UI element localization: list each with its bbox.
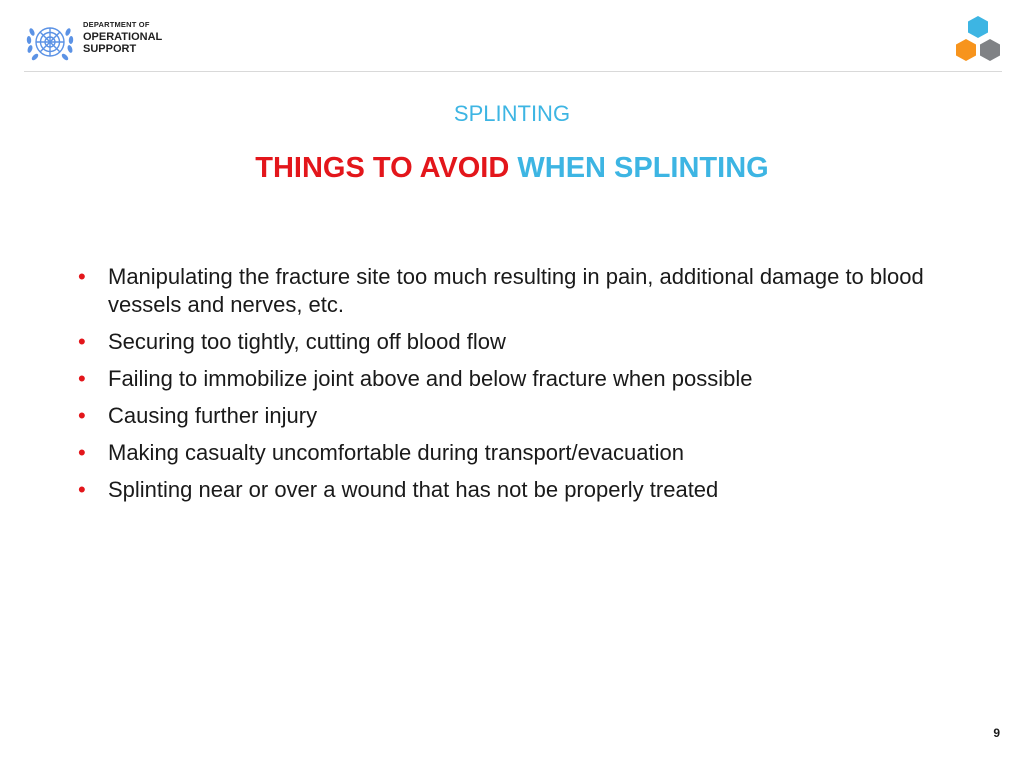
department-line-2: OPERATIONAL <box>83 30 163 43</box>
bullet-text: Making casualty uncomfortable during transport/evacuation <box>108 440 684 465</box>
department-line-1: DEPARTMENT OF <box>83 20 150 29</box>
hexagon-orange <box>956 39 976 61</box>
bullet-text: Manipulating the fracture site too much resulting in pain, additional damage to blood vessels and nerves, etc. <box>108 264 924 317</box>
bullet-list <box>78 263 958 513</box>
page-number: 9 <box>993 726 1000 740</box>
bullet-text: Securing too tightly, cutting off blood flow <box>108 329 506 354</box>
slide-title-part-1: THINGS TO AVOID <box>255 152 510 184</box>
list-item <box>78 439 958 467</box>
list-item <box>78 365 958 393</box>
bullet-icon: • <box>78 264 86 289</box>
un-emblem-icon <box>24 18 76 66</box>
bullet-icon: • <box>78 366 86 391</box>
slide-title-part-2: WHEN SPLINTING <box>517 152 769 184</box>
bullet-text: Splinting near or over a wound that has not be properly treated <box>108 477 719 502</box>
slide-header <box>0 0 1024 72</box>
list-item <box>78 476 958 504</box>
list-item <box>78 328 958 356</box>
bullet-icon: • <box>78 440 86 465</box>
slide-title <box>0 152 1024 185</box>
hexagon-gray <box>980 39 1000 61</box>
list-item <box>78 263 958 319</box>
bullet-text: Causing further injury <box>108 403 318 428</box>
department-name <box>83 21 162 55</box>
department-line-3: SUPPORT <box>83 42 137 55</box>
bullet-icon: • <box>78 403 86 428</box>
list-item <box>78 402 958 430</box>
bullet-icon: • <box>78 329 86 354</box>
hexagon-cluster-icon <box>952 15 1004 65</box>
hexagon-blue <box>968 16 988 38</box>
header-divider <box>24 71 1002 72</box>
bullet-text: Failing to immobilize joint above and below fracture when possible <box>108 366 753 391</box>
bullet-icon: • <box>78 477 86 502</box>
section-title: SPLINTING <box>453 101 571 126</box>
